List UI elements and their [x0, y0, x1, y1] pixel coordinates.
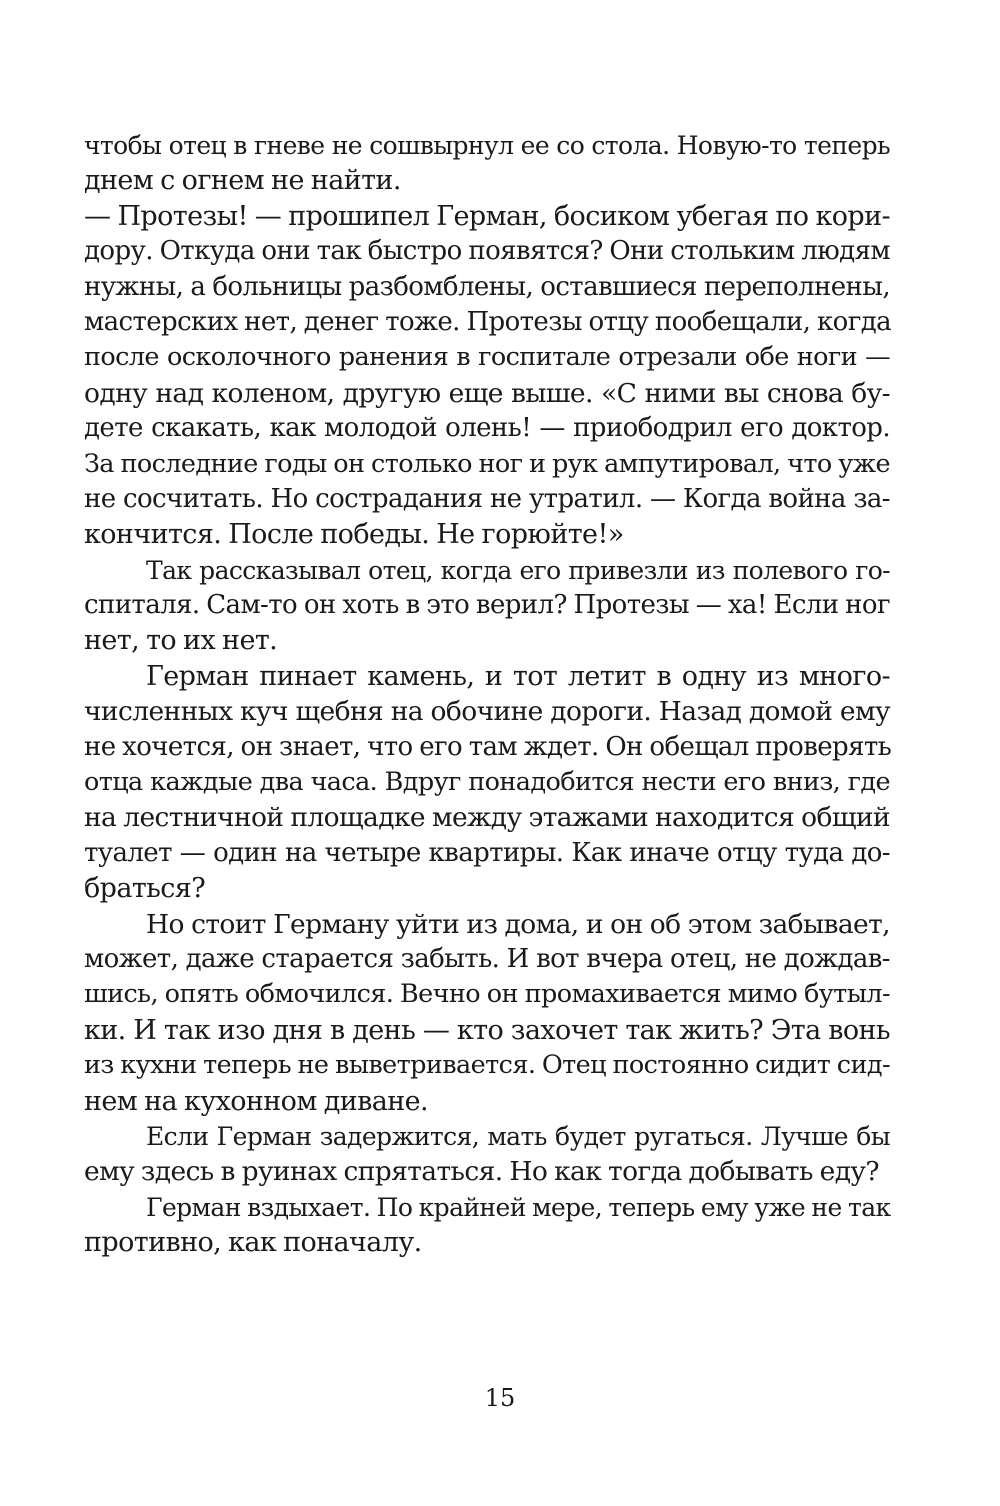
text-line: кончится. После победы. Не горюйте!»: [84, 519, 624, 551]
text-line: на лестничной площадке между этажами находится общий: [84, 802, 890, 834]
text-line: Герман пинает камень, и тот летит в одну из много-: [146, 660, 890, 692]
text-line: нет, то их нет.: [84, 625, 278, 657]
text-line: не хочется, он знает, что его там ждет. Он обещал проверять: [84, 731, 892, 762]
text-line: Но стоит Герману уйти из дома, и он об этом забывает,: [146, 908, 890, 940]
text-line: ему здесь в руинах спрятаться. Но как тогда добывать еду?: [84, 1156, 880, 1188]
text-line: днем с огнем не найти.: [84, 165, 401, 197]
text-line: Если Герман задержится, мать будет ругаться. Лучше бы: [146, 1121, 890, 1151]
text-line: нужны, а больницы разбомблены, оставшиеся переполнены,: [84, 271, 890, 302]
text-line: ки. И так изо дня в день — кто захочет так жить? Эта вонь: [84, 1014, 890, 1046]
text-line: из кухни теперь не выветривается. Отец постоянно сидит сид-: [84, 1050, 890, 1081]
text-line: может, даже старается забыть. И вот вчера отец, не дождав-: [84, 943, 890, 974]
text-line: численных куч щебня на обочине дороги. Назад домой ему: [84, 696, 890, 728]
text-line: дете скакать, как молодой олень! — приободрил его доктор.: [84, 413, 890, 444]
text-line: спиталя. Сам-то он хоть в это верил? Протезы — ха! Если ног: [84, 590, 890, 621]
page-number: 15: [484, 1384, 516, 1412]
text-line: дору. Откуда они так быстро появятся? Они стольким людям: [84, 236, 890, 267]
text-line: не сосчитать. Но сострадания не утратил. — Когда война за-: [84, 483, 890, 514]
text-line: туалет — один на четыре квартиры. Как иначе отцу туда до-: [84, 837, 890, 868]
text-line: Так рассказывал отец, когда его привезли из полевого го-: [146, 555, 890, 585]
text-line: браться?: [84, 873, 206, 905]
body-text: [84, 128, 890, 1261]
text-line: одну над коленом, другую еще выше. «С ними вы снова бу-: [84, 377, 890, 409]
text-line: после осколочного ранения в госпитале отрезали обе ноги —: [84, 342, 890, 373]
text-line: За последние годы он столько ног и рук ампутировал, что уже: [84, 448, 890, 479]
text-line: отца каждые два часа. Вдруг понадобится нести его вниз, где: [84, 767, 890, 798]
text-line: чтобы отец в гневе не сошвырнул ее со стола. Новую-то теперь: [84, 131, 890, 160]
text-line: — Протезы! — прошипел Герман, босиком убегая по кори-: [84, 200, 890, 232]
text-line: нем на кухонном диване.: [84, 1085, 428, 1117]
text-line: мастерских нет, денег тоже. Протезы отцу пообещали, когда: [84, 306, 892, 337]
text-line: противно, как поначалу.: [84, 1227, 422, 1259]
text-line: Герман вздыхает. По крайней мере, теперь ему уже не так: [146, 1192, 891, 1222]
text-line: шись, опять обмочился. Вечно он промахивается мимо бутыл-: [84, 979, 890, 1010]
